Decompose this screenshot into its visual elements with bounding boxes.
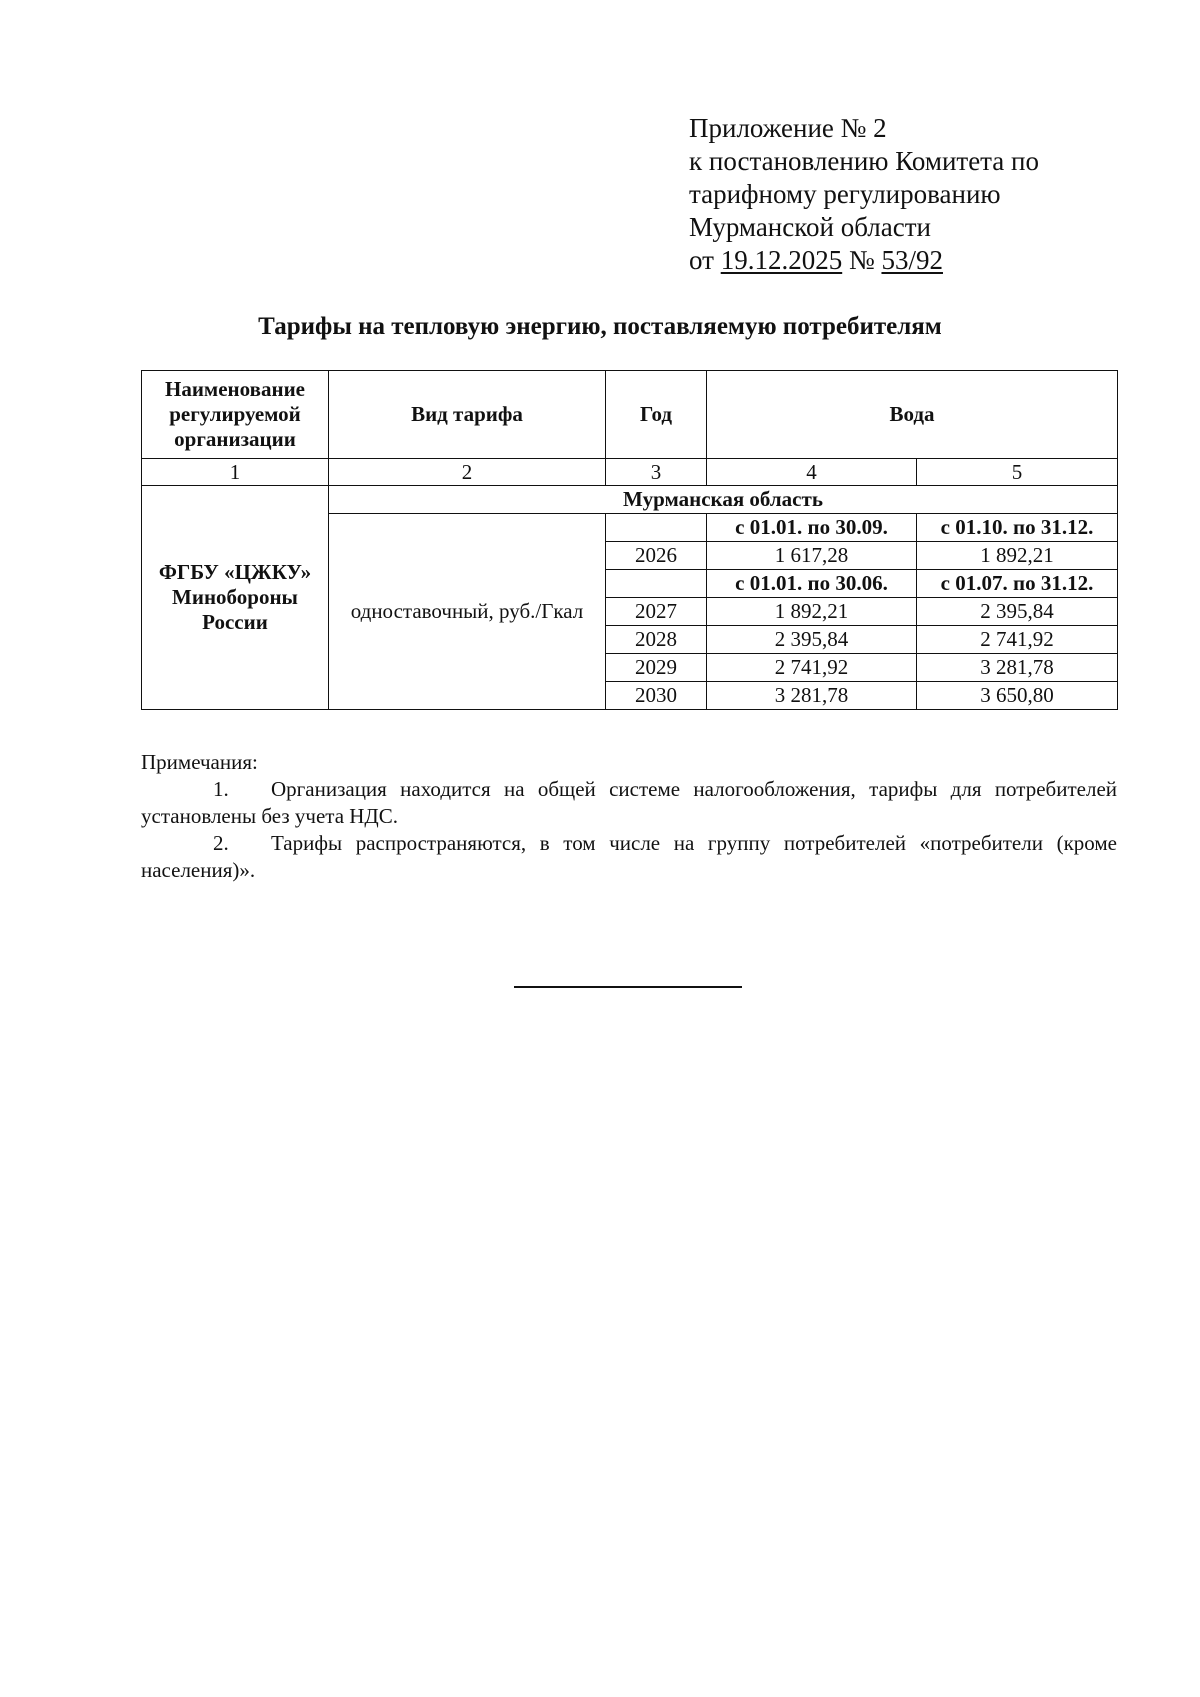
tariff-value: 1 892,21 (917, 542, 1118, 570)
header-year: Год (606, 371, 707, 459)
tariff-value: 3 650,80 (917, 682, 1118, 710)
period-year-empty (606, 514, 707, 542)
tariff-table (141, 370, 1118, 710)
region-row (142, 486, 1118, 514)
year-cell: 2030 (606, 682, 707, 710)
document-title: Тарифы на тепловую энергию, поставляемую потребителям (258, 313, 942, 340)
notes-section (141, 749, 1117, 884)
region-name: Мурманская область (329, 486, 1118, 514)
appendix-line: тарифному регулированию (689, 179, 1001, 209)
tariff-value: 3 281,78 (707, 682, 917, 710)
column-number: 2 (329, 459, 606, 486)
note-item (141, 776, 1117, 830)
period-first: с 01.01. по 30.06. (707, 570, 917, 598)
year-cell: 2027 (606, 598, 707, 626)
notes-heading: Примечания: (141, 750, 258, 774)
table-header-row (142, 371, 1118, 459)
date-prefix: от (689, 245, 714, 275)
tariff-value: 2 395,84 (917, 598, 1118, 626)
period-second: с 01.07. по 31.12. (917, 570, 1118, 598)
resolution-number: 53/92 (881, 245, 943, 275)
column-number: 1 (142, 459, 329, 486)
column-number-row (142, 459, 1118, 486)
appendix-line: Приложение № 2 (689, 113, 887, 143)
number-sign: № (848, 245, 875, 275)
header-org: Наименование регулируемой организации (142, 371, 329, 459)
period-second: с 01.10. по 31.12. (917, 514, 1118, 542)
column-number: 4 (707, 459, 917, 486)
tariff-value: 3 281,78 (917, 654, 1118, 682)
note-number: 2. (213, 831, 229, 855)
appendix-line: к постановлению Комитета по (689, 146, 1039, 176)
resolution-date: 19.12.2025 (720, 245, 843, 275)
appendix-line: Мурманской области (689, 212, 931, 242)
tariff-value: 2 741,92 (917, 626, 1118, 654)
column-number: 5 (917, 459, 1118, 486)
period-first: с 01.01. по 30.09. (707, 514, 917, 542)
note-text: Тарифы распространяются, в том числе на группу потребителей «потребители (кроме населения)». (141, 831, 1117, 882)
note-number: 1. (213, 777, 229, 801)
header-water: Вода (707, 371, 1118, 459)
organization-name: ФГБУ «ЦЖКУ» Минобороны России (142, 486, 329, 710)
tariff-value: 1 617,28 (707, 542, 917, 570)
tariff-value: 2 395,84 (707, 626, 917, 654)
column-number: 3 (606, 459, 707, 486)
tariff-value: 1 892,21 (707, 598, 917, 626)
header-tariff-type: Вид тарифа (329, 371, 606, 459)
appendix-block (689, 112, 1039, 277)
appendix-date-line (689, 244, 1039, 277)
period-year-empty (606, 570, 707, 598)
note-item (141, 830, 1117, 884)
year-cell: 2026 (606, 542, 707, 570)
tariff-type: одноставочный, руб./Гкал (329, 514, 606, 710)
year-cell: 2029 (606, 654, 707, 682)
end-divider (514, 986, 742, 988)
note-text: Организация находится на общей системе налогообложения, тарифы для потребителей установлены без учета НДС. (141, 777, 1117, 828)
year-cell: 2028 (606, 626, 707, 654)
tariff-value: 2 741,92 (707, 654, 917, 682)
